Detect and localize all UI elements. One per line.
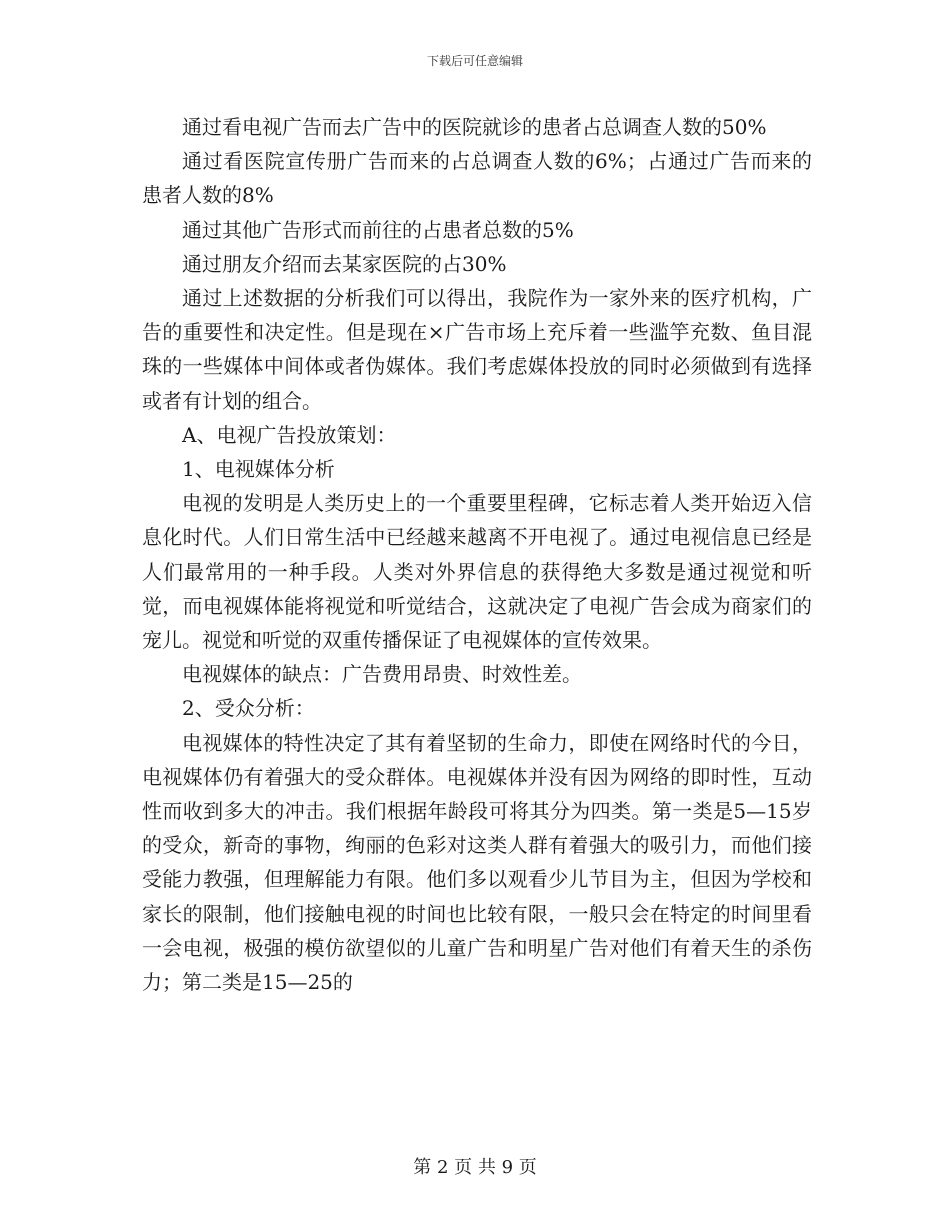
paragraph: 通过看电视广告而去广告中的医院就诊的患者占总调查人数的50% (182, 115, 767, 139)
section-heading: A、电视广告投放策划： (182, 422, 397, 447)
document-body (142, 110, 812, 999)
page-header: 下载后可任意编辑 (426, 54, 523, 68)
page-number: 第 2 页 共 9 页 (413, 1157, 537, 1178)
paragraph: 通过朋友介绍而去某家医院的占30% (182, 251, 507, 276)
subsection-heading: 1、电视媒体分析 (182, 457, 335, 482)
subsection-heading: 2、受众分析： (182, 696, 315, 721)
paragraph: 电视的发明是人类历史上的一个重要里程碑，它标志着人类开始迈入信息化时代。人们日常生活中已经越来越离不开电视了。通过电视信息已经是人们最常用的一种手段。人类对外界信息的获得绝大多数是通过视觉和听觉，而电视媒体能将视觉和听觉结合，这就决定了电视广告会成为商家们的宠儿。视觉和听觉的双重传播保证了电视媒体的宣传效果。 (142, 491, 812, 653)
paragraph: 通过看医院宣传册广告而来的占总调查人数的6%；占通过广告而来的患者人数的8% (142, 149, 812, 208)
paragraph: 通过上述数据的分析我们可以得出，我院作为一家外来的医疗机构，广告的重要性和决定性。但是现在×广告市场上充斥着一些滥竽充数、鱼目混珠的一些媒体中间体或者伪媒体。我们考虑媒体投放的同时必须做到有选择或者有计划的组合。 (142, 286, 812, 413)
paragraph: 电视媒体的特性决定了其有着坚韧的生命力，即使在网络时代的今日，电视媒体仍有着强大的受众群体。电视媒体并没有因为网络的即时性，互动性而收到多大的冲击。我们根据年龄段可将其分为四类。第一类是5—15岁的受众，新奇的事物，绚丽的色彩对这类人群有着强大的吸引力，而他们接受能力教强，但理解能力有限。他们多以观看少儿节目为主，但因为学校和家长的限制，他们接触电视的时间也比较有限，一般只会在特定的时间里看一会电视，极强的模仿欲望似的儿童广告和明星广告对他们有着天生的杀伤力；第二类是15—25的 (142, 730, 812, 995)
paragraph: 电视媒体的缺点：广告费用昂贵、时效性差。 (182, 662, 582, 687)
paragraph: 通过其他广告形式而前往的占患者总数的5% (182, 217, 574, 242)
